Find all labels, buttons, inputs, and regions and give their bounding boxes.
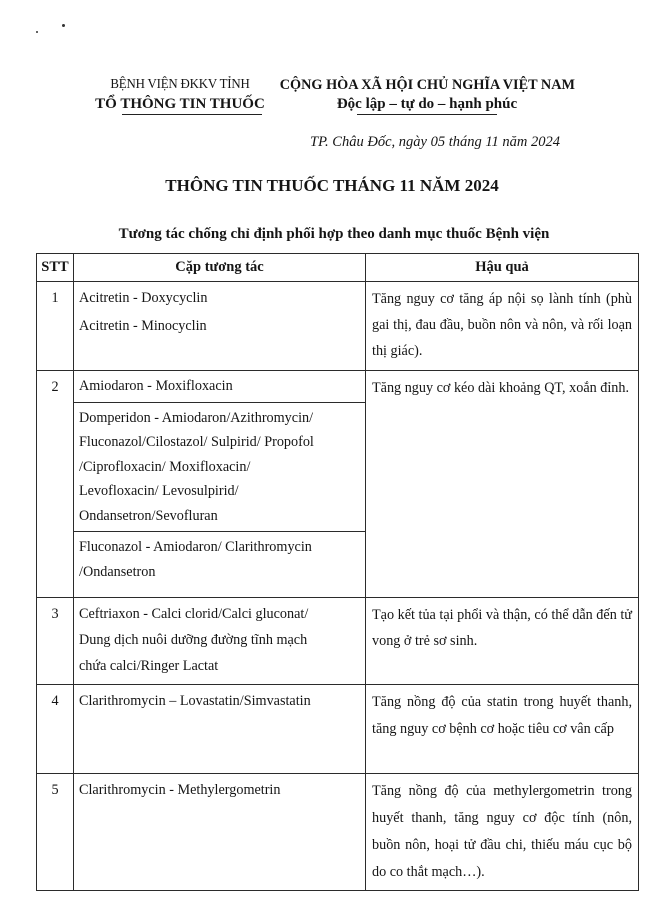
- consequence-cell: [366, 371, 639, 598]
- interaction-pairs-cell: [74, 598, 366, 685]
- scan-speck: [62, 24, 65, 27]
- row-number: 1: [37, 282, 74, 371]
- consequence-text: Tăng nồng độ của methylergometrin trong huyết thanh, tăng nguy cơ độc tính (nôn, buồn nôn, hoại tử đầu chi, thiếu máu cục bộ do co thắt mạch…).: [372, 783, 632, 880]
- consequence-cell: [366, 685, 639, 774]
- table-row: [37, 774, 639, 891]
- consequence-text: Tăng nồng độ của statin trong huyết thanh, tăng nguy cơ bệnh cơ hoặc tiêu cơ vân cấp: [372, 694, 632, 737]
- interaction-pair: Levofloxacin/ Levosulpirid/: [79, 483, 239, 499]
- issuer-block: [80, 76, 280, 115]
- interaction-table: [36, 253, 639, 891]
- interaction-pair: Fluconazol/Cilostazol/ Sulpirid/ Propofol: [79, 434, 314, 450]
- issuer-underline: [122, 114, 262, 115]
- row-number: 4: [37, 685, 74, 774]
- consequence-text: Tạo kết tủa tại phổi và thận, có thể dẫn đến tử vong ở trẻ sơ sinh.: [372, 607, 632, 649]
- table-header-row: [37, 254, 639, 282]
- row-number: 3: [37, 598, 74, 685]
- interaction-pair: chứa calci/Ringer Lactat: [79, 658, 219, 674]
- column-header-effect: Hậu quả: [366, 254, 639, 282]
- place-date: TP. Châu Đốc, ngày 05 tháng 11 năm 2024: [310, 134, 560, 150]
- table-row: [37, 685, 639, 774]
- scan-speck: [36, 31, 38, 33]
- interaction-pair: /Ondansetron: [79, 563, 156, 580]
- interaction-pair: Acitretin - Minocyclin: [79, 318, 207, 334]
- document-subtitle: Tương tác chống chỉ định phối hợp theo danh mục thuốc Bệnh viện: [118, 226, 550, 242]
- national-heading: [272, 76, 582, 115]
- row-number: 5: [37, 774, 74, 891]
- interaction-pair: Fluconazol - Amiodaron/ Clarithromycin: [79, 539, 312, 555]
- interaction-pair: Ondansetron/Sevofluran: [79, 507, 218, 524]
- consequence-text: Tăng nguy cơ tăng áp nội sọ lành tính (phù gai thị, đau đầu, buồn nôn và nôn, và rối loạn thị giác).: [372, 291, 632, 359]
- interaction-pair: Amiodaron - Moxifloxacin: [79, 378, 233, 394]
- table-row: [37, 598, 639, 685]
- column-header-pair: Cặp tương tác: [74, 254, 366, 282]
- motto-underline: [357, 114, 497, 115]
- table-row: [37, 282, 639, 371]
- consequence-cell: [366, 282, 639, 371]
- table-row: [37, 371, 639, 598]
- consequence-cell: [366, 774, 639, 891]
- interaction-pair: Acitretin - Doxycyclin: [79, 290, 208, 306]
- interaction-pairs-cell: [74, 371, 366, 598]
- consequence-cell: [366, 598, 639, 685]
- interaction-pair: Clarithromycin - Methylergometrin: [79, 782, 281, 798]
- interaction-pair-group: [74, 402, 365, 532]
- interaction-pairs-cell: [74, 282, 366, 371]
- interaction-pair: Ceftriaxon - Calci clorid/Calci gluconat/: [79, 606, 309, 622]
- row-number: 2: [37, 371, 74, 598]
- department-name: TỔ THÔNG TIN THUỐC: [95, 96, 265, 112]
- interaction-pairs-cell: [74, 685, 366, 774]
- interaction-pair: Clarithromycin – Lovastatin/Simvastatin: [79, 693, 311, 709]
- hospital-name: BỆNH VIỆN ĐKKV TỈNH: [110, 77, 250, 92]
- national-motto: Độc lập – tự do – hạnh phúc: [336, 96, 518, 112]
- interaction-pair: /Ciprofloxacin/ Moxifloxacin/: [79, 458, 251, 475]
- nation-name: CỘNG HÒA XÃ HỘI CHỦ NGHĨA VIỆT NAM: [279, 77, 575, 93]
- interaction-pair-group: [74, 531, 365, 587]
- column-header-stt: STT: [37, 254, 74, 282]
- interaction-pair: Domperidon - Amiodaron/Azithromycin/: [79, 409, 314, 426]
- interaction-pairs-cell: [74, 774, 366, 891]
- document-title: THÔNG TIN THUỐC THÁNG 11 NĂM 2024: [165, 176, 499, 195]
- interaction-pair-group: [74, 371, 365, 402]
- consequence-text: Tăng nguy cơ kéo dài khoảng QT, xoắn đỉnh.: [372, 380, 630, 396]
- interaction-pair: Dung dịch nuôi dưỡng đường tĩnh mạch: [79, 632, 308, 648]
